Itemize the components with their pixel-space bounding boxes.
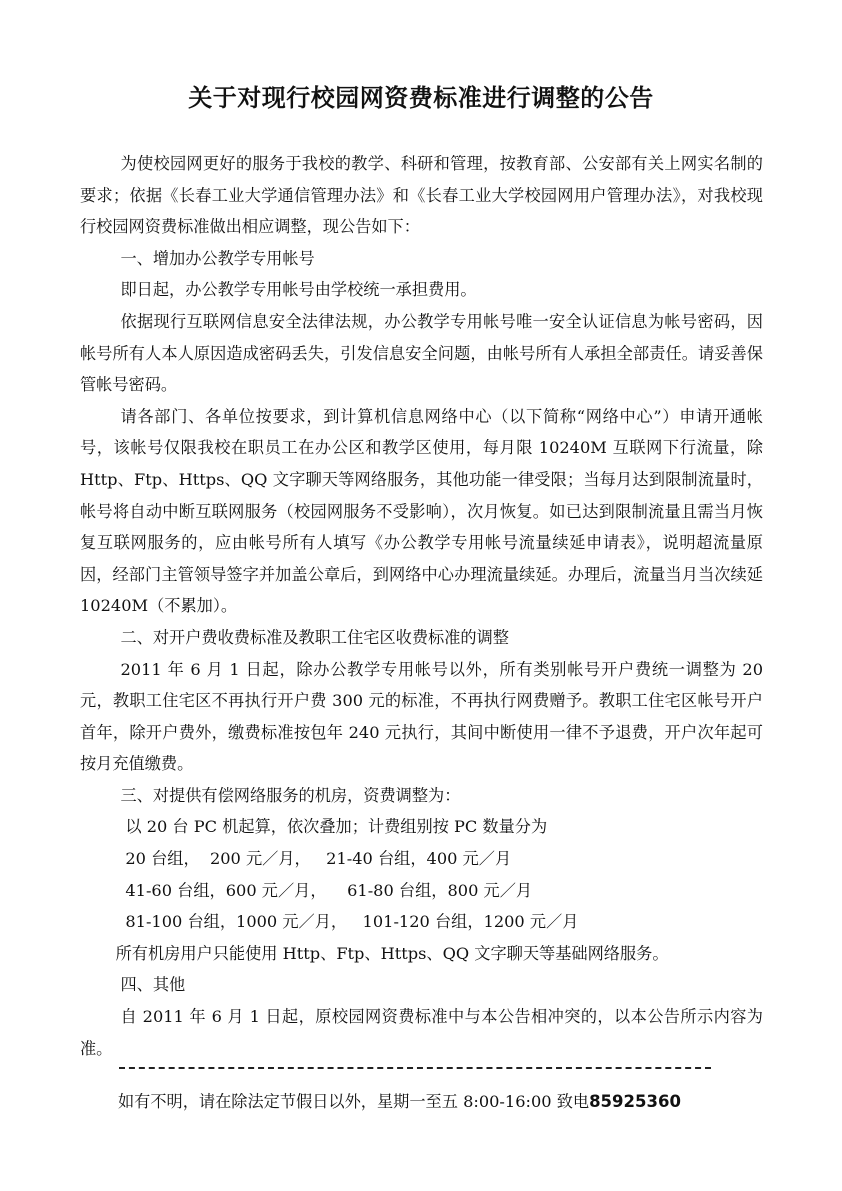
contact-phone: 85925360 [589,1092,681,1111]
paragraph: 2011 年 6 月 1 日起，除办公教学专用帐号以外，所有类别帐号开户费统一调整为 20 元，教职工住宅区不再执行开户费 300 元的标准，不再执行网费赠予。教职工住宅区帐号开户首年，除开户费外，缴费标准按包年 240 元执行，其间中断使用一律不予退费，开户次年起可按月充值缴费。 [80,659,763,774]
section-heading-2: 二、对开户费收费标准及教职工住宅区收费标准的调整 [120,627,509,647]
contact-footer [118,1086,681,1118]
pricing-tier: 41-60 台组，600 元／月， 61-80 台组，800 元／月 [125,880,533,900]
paragraph: 依据现行互联网信息安全法律法规，办公教学专用帐号唯一安全认证信息为帐号密码，因帐号所有人本人原因造成密码丢失，引发信息安全问题，由帐号所有人承担全部责任。请妥善保管帐号密码。 [80,311,763,395]
paragraph: 自 2011 年 6 月 1 日起，原校园网资费标准中与本公告相冲突的，以本公告所示内容为准。 [80,1007,763,1058]
contact-text: 如有不明，请在除法定节假日以外，星期一至五 8:00-16:00 致电 [118,1092,590,1111]
paragraph: 所有机房用户只能使用 Http、Ftp、Https、QQ 文字聊天等基础网络服务。 [115,943,669,963]
section-heading-3: 三、对提供有偿网络服务的机房，资费调整为： [120,785,461,805]
paragraph: 请各部门、各单位按要求，到计算机信息网络中心（以下简称“网络中心”）申请开通帐号，该帐号仅限我校在职员工在办公区和教学区使用，每月限 10240M 互联网下行流量，除 Http、Ftp、Https、QQ 文字聊天等网络服务，其他功能一律受限；当每月达到限制流量时，帐号将自动中断互联网服务（校园网服务不受影响），次月恢复。如已达到限制流量且需当月恢复互联网服务的，应由帐号所有人填写《办公教学专用帐号流量续延申请表》，说明超流量原因，经部门主管领导签字并加盖公章后，到网络中心办理流量续延。办理后，流量当月当次续延 10240M（不累加）。 [80,406,763,616]
pricing-intro: 以 20 台 PC 机起算，依次叠加；计费组别按 PC 数量分为 [125,817,548,837]
dashed-divider [119,1067,711,1069]
page-title: 关于对现行校园网资费标准进行调整的公告 [188,84,654,112]
intro-paragraph: 为使校园网更好的服务于我校的教学、科研和管理，按教育部、公安部有关上网实名制的要求；依据《长春工业大学通信管理办法》和《长春工业大学校园网用户管理办法》，对我校现行校园网资费标准做出相应调整，现公告如下： [80,154,763,237]
pricing-tier: 81-100 台组，1000 元／月， 101-120 台组，1200 元／月 [125,912,579,932]
section-heading-4: 四、其他 [120,975,186,995]
document-body [80,148,763,1064]
section-heading-1: 一、增加办公教学专用帐号 [120,248,315,268]
pricing-tier: 20 台组， 200 元／月， 21-40 台组，400 元／月 [125,849,512,869]
paragraph: 即日起，办公教学专用帐号由学校统一承担费用。 [120,280,477,300]
